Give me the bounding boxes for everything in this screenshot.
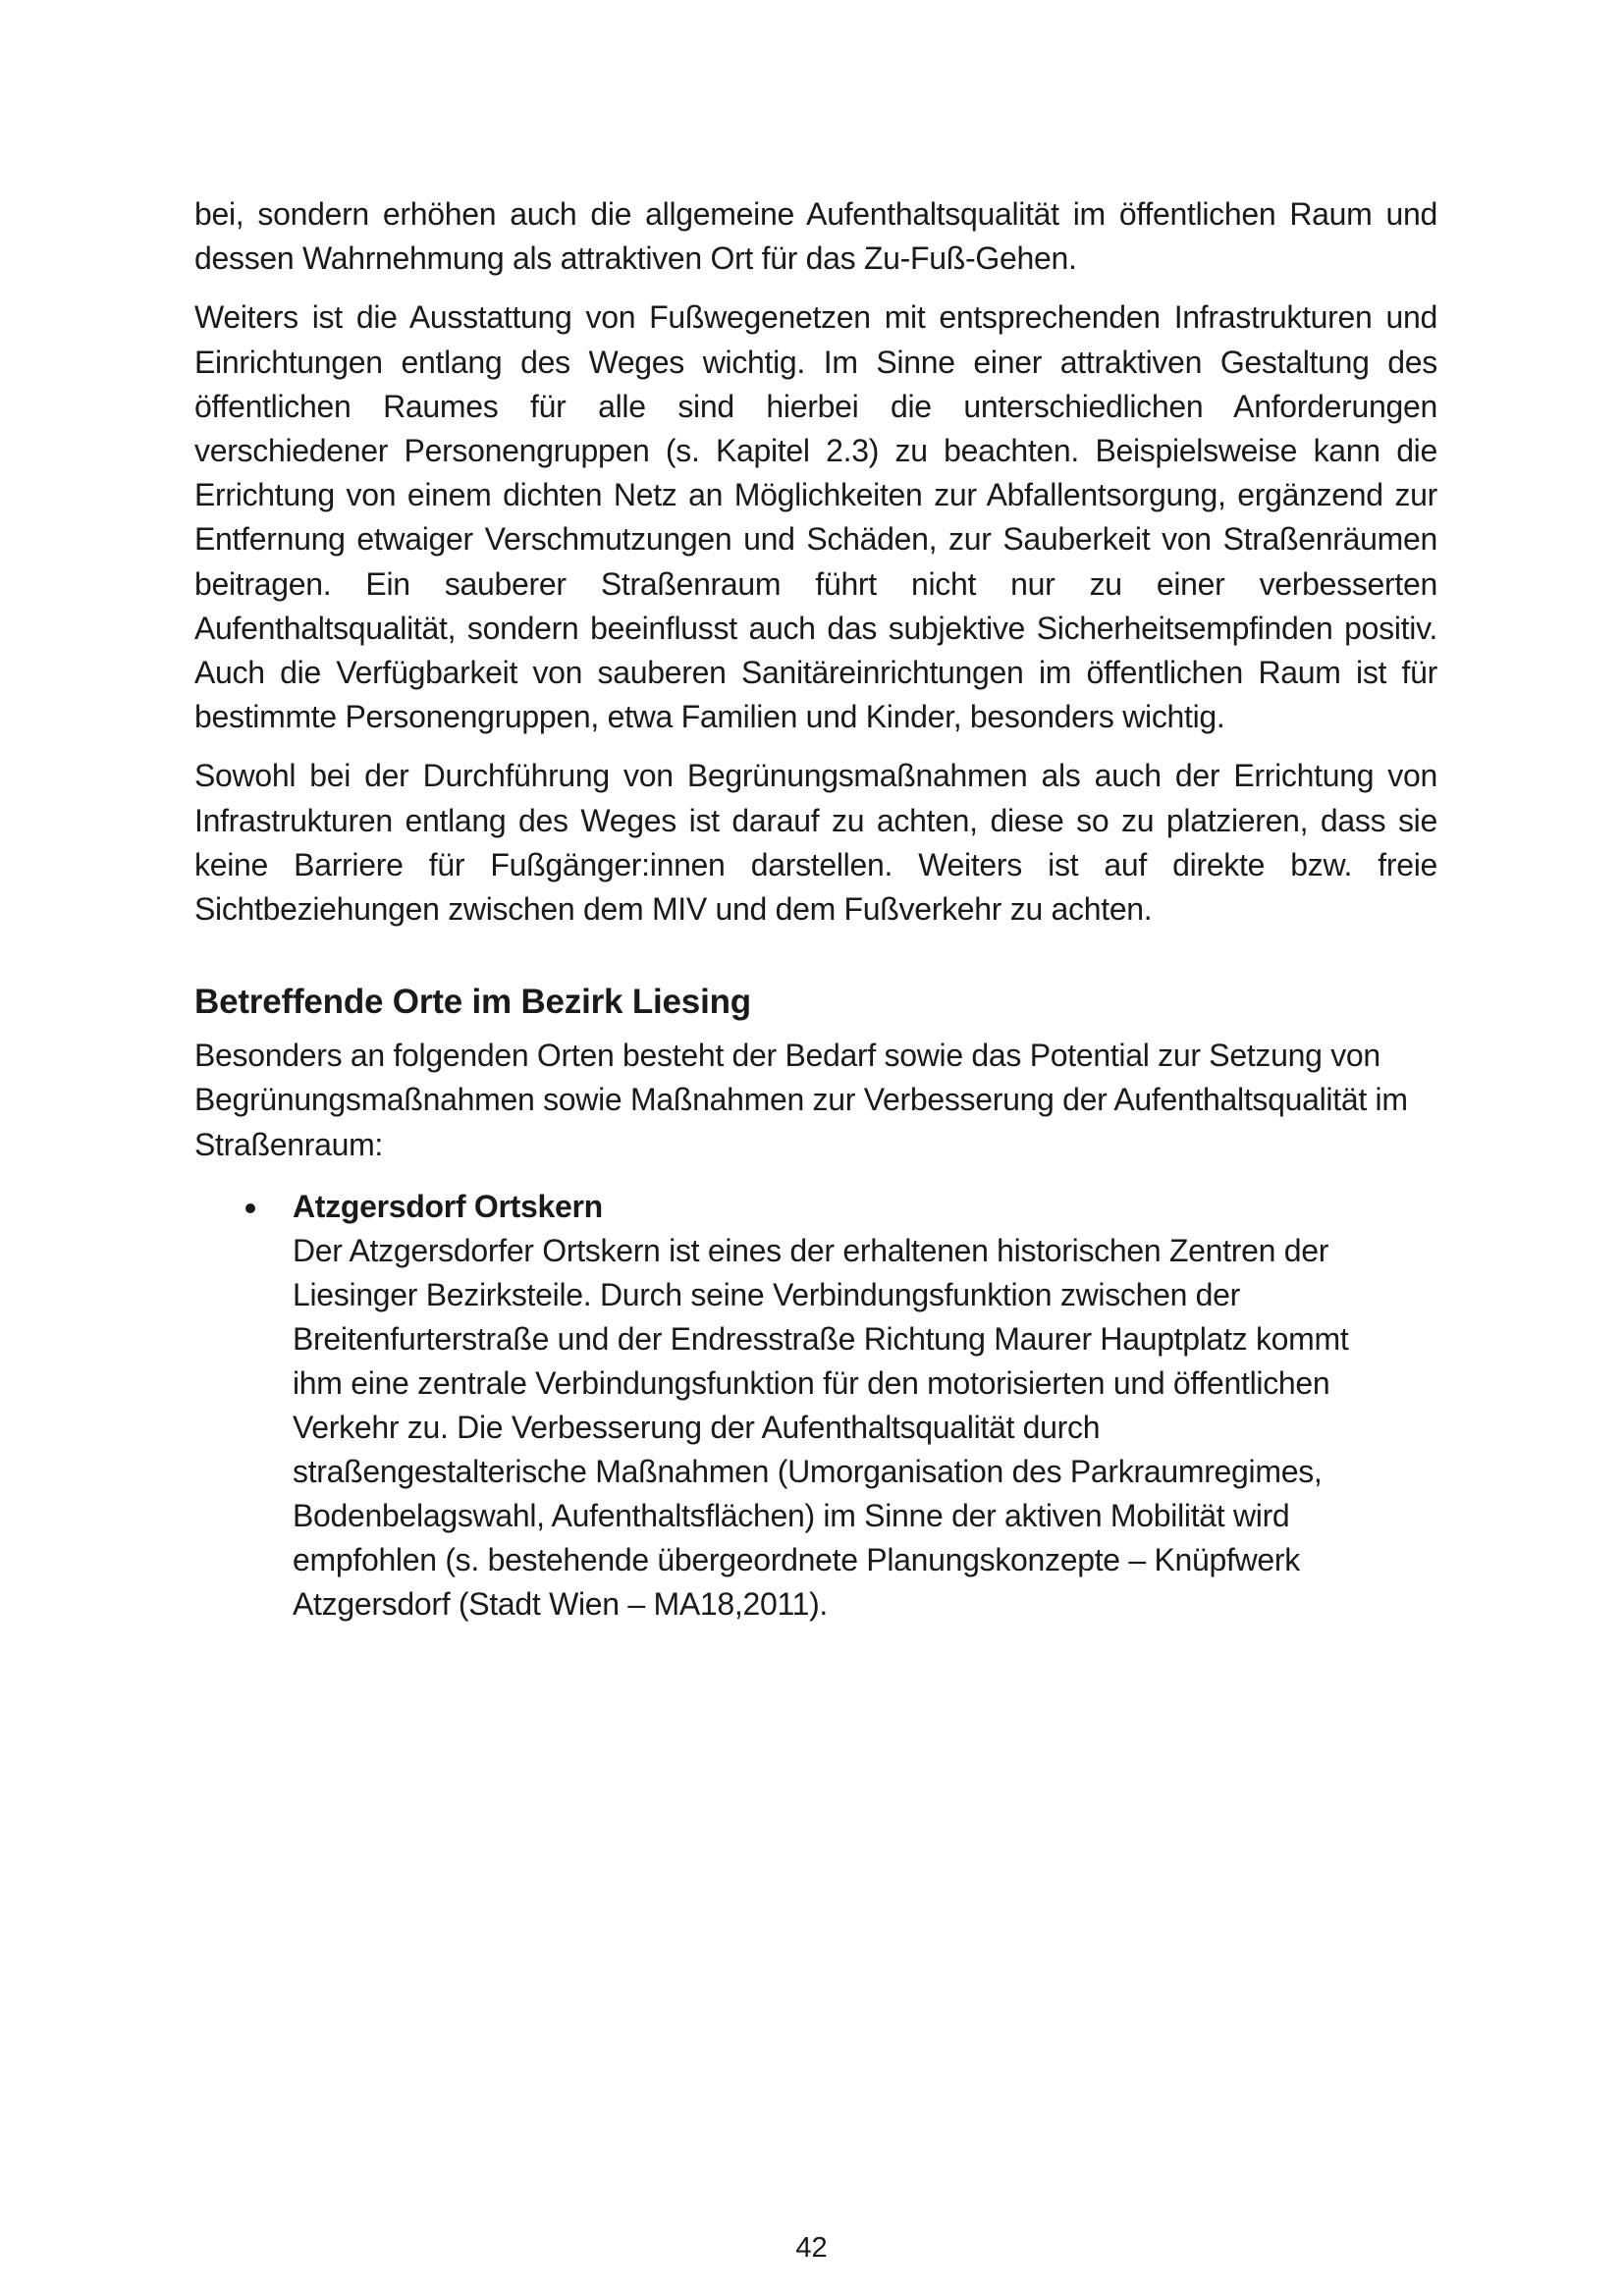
list-item-text: Der Atzgersdorfer Ortskern ist eines der erhaltenen historischen Zentren der Liesinger Bezirksteile. Durch seine Verbindungsfunktion zwischen der Breitenfurterstraße und der Endresstraße Richtung Maurer Hauptplatz kommt ihm eine zentrale Verbindungsfunktion für den motorisierten und öffentlichen Verkehr zu. Die Verbesserung der Aufenthaltsqualität durch straßengestalterische Maßnahmen (Umorganisation des Parkraumregimes, Bodenbelagswahl, Aufenthaltsflächen) im Sinne der aktiven Mobilität wird empfohlen (s. bestehende übergeordnete Planungskonzepte – Knüpfwerk Atzgersdorf (Stadt Wien – MA18,2011). <box>293 1232 1349 1622</box>
location-list <box>194 1185 1437 1627</box>
bullet-icon <box>245 1203 255 1213</box>
section-intro: Besonders an folgenden Orten besteht der Bedarf sowie das Potential zur Setzung von Begrünungsmaßnahmen sowie Maßnahmen zur Verbesserung der Aufenthaltsqualität im Straßenraum: <box>194 1038 1408 1162</box>
body-paragraph-1: bei, sondern erhöhen auch die allgemeine Aufenthaltsqualität im öffentlichen Raum und dessen Wahrnehmung als attraktiven Ort für das Zu-Fuß-Gehen. <box>194 196 1437 277</box>
document-page <box>194 192 1437 1627</box>
body-paragraph-2: Weiters ist die Ausstattung von Fußwegenetzen mit entsprechenden Infrastrukturen und Einrichtungen entlang des Weges wichtig. Im Sinne einer attraktiven Gestaltung des öffentlichen Raumes für alle sind hierbei die unterschiedlichen Anforderungen verschiedener Personengruppen (s. Kapitel 2.3) zu beachten. Beispielsweise kann die Errichtung von einem dichten Netz an Möglichkeiten zur Abfallentsorgung, ergänzend zur Entfernung etwaiger Verschmutzungen und Schäden, zur Sauberkeit von Straßenräumen beitragen. Ein sauberer Straßenraum führt nicht nur zu einer verbesserten Aufenthaltsqualität, sondern beeinflusst auch das subjektive Sicherheitsempfinden positiv. Auch die Verfügbarkeit von sauberen Sanitäreinrichtungen im öffentlichen Raum ist für bestimmte Personengruppen, etwa Familien und Kinder, besonders wichtig. <box>194 299 1437 735</box>
list-item <box>194 1185 1437 1627</box>
page-number: 42 <box>795 2232 828 2264</box>
body-paragraph-3: Sowohl bei der Durchführung von Begrünungsmaßnahmen als auch der Errichtung von Infrastrukturen entlang des Weges ist darauf zu achten, diese so zu platzieren, dass sie keine Barriere für Fußgänger:innen darstellen. Weiters ist auf direkte bzw. freie Sichtbeziehungen zwischen dem MIV und dem Fußverkehr zu achten. <box>194 758 1437 928</box>
section-heading: Betreffende Orte im Bezirk Liesing <box>194 983 751 1022</box>
list-item-title: Atzgersdorf Ortskern <box>293 1188 603 1224</box>
